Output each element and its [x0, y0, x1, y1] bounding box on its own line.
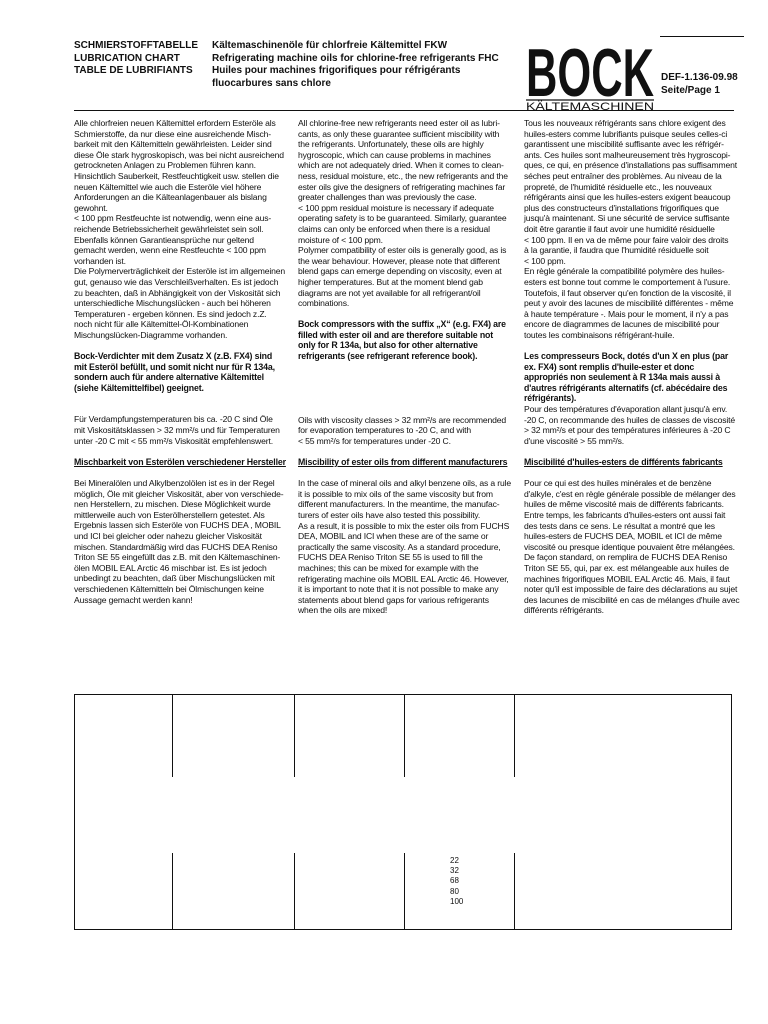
- column-german: [74, 118, 289, 605]
- subtitle-block: [212, 40, 512, 90]
- lubrication-table: [74, 694, 732, 930]
- fr-intro: Tous les nouveaux réfrigérants sans chlore exigent des huiles-esters comme lubrifiants puisque seules celles-ci garantissent une miscibilité suffisante avec les réfrigér- ants. Ces huiles sont malheureusement très hygroscopi- ques, ce qui, en présence d'installations pas suffisamment séches peut entraîner des problèmes. Au niveau de la propreté, de l'humidité résiduelle etc., les nouveaux réfrigérants ainsi que les huiles-esters exigent beaucoup plus des constructeurs d'installations frigorifiques que jusqu'à maintenant. Si une sécurité de service suffisante doit être garantie il faut avoir une humidité résiduelle < 100 ppm. Il en va de même pour faire valoir des droits à la garantie, il faudra que l'humidité résiduelle soit < 100 ppm. En règle générale la compatibilité polymère des huiles- esters est bonne tout comme le comportement à l'usure. Toutefois, il faut observer qu'en fonction de la viscosité, il peut y avoir des lacunes de miscibilité différentes - même à haute température -. Mais pour le moment, il n'y a pas encore de diagrammes de lacunes de miscibilité pour toutes les combinaisons réfrigérant-huile.: [524, 118, 738, 340]
- title-de: SCHMIERSTOFFTABELLE: [74, 40, 199, 51]
- de-viscosity-note: Für Verdampfungstemperaturen bis ca. -20 C sind Öle mit Viskositätsklassen > 32 mm²/s und für Temperaturen unter -20 C mit < 55 mm²/s Viskosität empfehlenswert.: [74, 414, 280, 446]
- logo-subline: KÄLTEMASCHINEN: [526, 101, 655, 112]
- viscosity-value: 68: [450, 876, 459, 886]
- title-fr: TABLE DE LUBRIFIANTS: [74, 65, 193, 76]
- header-top-line: [660, 36, 744, 37]
- en-viscosity-note: Oils with viscosity classes > 32 mm²/s are recommended for evaporation temperatures to -20 C, and with < 55 mm²/s for temperatures under -20 C.: [298, 414, 507, 446]
- subtitle-en: Refrigerating machine oils for chlorine-free refrigerants FHC: [212, 52, 499, 64]
- de-compressor-note: Bock-Verdichter mit dem Zusatz X (z.B. FX4) sind mit Esteröl befüllt, und somit nicht nur für R 134a, sondern auch für andere alternative Kältemittel (siehe Kältemittelfibel) geeignet.: [74, 351, 275, 393]
- table-divider-6: [294, 853, 295, 929]
- de-miscibility-heading: Mischbarkeit von Esterölen verschiedener Hersteller: [74, 456, 286, 467]
- fr-miscibility-heading: Miscibilité d'huiles-esters de différents fabricants: [524, 457, 723, 467]
- table-divider-1: [172, 695, 173, 777]
- viscosity-value: 32: [450, 866, 459, 876]
- viscosity-value: 22: [450, 856, 459, 865]
- fr-viscosity-note: Pour des températures d'évaporation allant jusqu'à env. -20 C, on recommande des huiles de classes de viscosité > 32 mm²/s et pour des températures inférieures à -20 C d'une viscosité > 55 mm²/s.: [524, 404, 736, 446]
- logo-wordmark: BOCK: [526, 36, 654, 111]
- viscosity-value: 80: [450, 886, 459, 896]
- en-miscibility-heading: Miscibility of ester oils from different manufacturers: [298, 457, 508, 468]
- en-compressor-note: Bock compressors with the suffix „X“ (e.g. FX4) are filled with ester oil and are therefore suitable not only for R 134a, but also for other alternative refrigerants (see refrigerant reference book).: [298, 319, 506, 362]
- document-info: [661, 71, 738, 97]
- subtitle-fr: Huiles pour machines frigorifiques pour réfrigérants: [212, 65, 461, 76]
- page-number: Seite/Page 1: [661, 85, 720, 96]
- subtitle-fr-cont: fluocarbures sans chlore: [212, 77, 331, 89]
- de-intro: Alle chlorfreien neuen Kältemittel erfordern Esteröle als Schmierstoffe, da nur diese eine ausreichende Misch- barkeit mit den Kältemitteln gewährleisten. Leider sind diese Öle stark hygroskopisch, was bei nicht ausreichend getrockneten Anlagen zu Problemen führen kann. Hinsichtlich Sauberkeit, Restfeuchtigkeit usw. stellen die neuen Kältemittel wie auch die Esteröle viel höhere Anforderungen an die Kälteanlagenbauer als bislang gewohnt. < 100 ppm Restfeuchte ist notwendig, wenn eine aus- reichende Betriebssicherheit gewährleistet sein soll. Ebenfalls können Garantieansprüche nur geltend gemacht werden, wenn eine Restfeuchte < 100 ppm vorhanden ist. Die Polymerverträglichkeit der Esteröle ist im allgemeinen gut, genauso wie das Verschleißverhalten. Es ist jedoch zu beachten, daß in Abhängigkeit von der Viskosität sich unterschiedliche Mischungslücken - auch bei höheren Temperaturen - ergeben können. Es sind jedoch z.Z. noch nicht für alle Kältemittel-Öl-Kombinationen Mischungslücken-Diagramme vorhanden.: [74, 118, 286, 340]
- en-miscibility-text: In the case of mineral oils and alkyl benzene oils, as a rule it is possible to mix oils of the same viscosity but from different manufacturers. In the meantime, the manufac- turers of ester oils have also tested this possibility. As a result, it is possible to mix the ester oils from FUCHS DEA, MOBIL and ICI when these are of the same or practically the same viscosity. As a standard procedure, FUCHS DEA Reniso Triton SE 55 is used to fill the machines; this can be mixed for example with the refrigerating machine oils MOBIL EAL Arctic 46. However, it is important to note that it is not possible to make any statements about blend gaps for various refrigerants when the oils are mixed!: [298, 478, 511, 616]
- de-miscibility-text: Bei Mineralölen und Alkylbenzolölen ist es in der Regel möglich, Öle mit gleicher Viskosität, aber von verschiede- nen Herstellern, zu mischen. Diese Möglichkeit wurde mittlerweile auch von Esterölherstellern getestet. Als Ergebnis lassen sich Esteröle von FUCHS DEA , MOBIL und ICI bei gleicher oder nahezu gleicher Viskosität mischen. Standardmäßig wird das FUCHS DEA Reniso Triton SE 55 eingefüllt das z.B. mit den Kältemaschinen- ölen MOBIL EAL Arctic 46 mischbar ist. Es ist jedoch unbedingt zu beachten, daß über Mischungslücken mit verschiedenen Kältemitteln bei Ölmischungen keine Aussage gemacht werden kann!: [74, 478, 284, 605]
- column-english: [298, 118, 513, 616]
- subtitle-de: Kältemaschinenöle für chlorfreie Kältemittel FKW: [212, 40, 448, 51]
- viscosity-value: 100: [450, 896, 464, 906]
- table-divider-3: [404, 695, 405, 777]
- table-divider-4: [514, 695, 515, 777]
- viscosity-class-list: [450, 856, 463, 907]
- chart-title-block: [74, 40, 214, 78]
- fr-miscibility-text: Pour ce qui est des huiles minérales et de benzène d'alkyle, c'est en règle générale possible de mélanger des huiles de même viscosité mais de différents fabricants. Entre temps, les fabricants d'huiles-esters ont aussi fait des tests dans ce sens. Le résultat a montré que les huiles-esters de FUCHS DEA, MOBIL et ICI de même viscosité ou presque identique pouvaient être mélangées. De façon standard, on remplira de FUCHS DEA Reniso Triton SE 55, qui, par ex. est mélangeable aux huiles de machines frigorifiques MOBIL EAL Arctic 46. Mais, il faut noter qu'il est impossible de faire des déclarations au sujet des lacunes de miscibilité en cas de mélanges d'huile avec différents réfrigérants.: [524, 478, 740, 616]
- title-en: LUBRICATION CHART: [74, 52, 180, 64]
- table-divider-2: [294, 695, 295, 777]
- header-divider: [74, 110, 734, 111]
- column-french: [524, 118, 740, 616]
- table-divider-7: [404, 853, 405, 929]
- table-divider-5: [172, 853, 173, 929]
- document-number: DEF-1.136-09.98: [661, 72, 738, 83]
- table-divider-8: [514, 853, 515, 929]
- en-intro: All chlorine-free new refrigerants need ester oil as lubri- cants, as only these guarantee sufficient miscibility with the refrigerants. Unfortunately, these oils are highly hygroscopic, which can cause problems in machines which are not adequately dried. When it comes to clean- ness, residual moisture, etc., the new refrigerants and the ester oils give the designers of refrigerating machines far greater challenges than was previously the case. < 100 ppm residual moisture is necessary if adequate operating safety is to be guaranteed. Similarly, guarantee claims can only be enforced when there is a residual moisture of < 100 ppm. Polymer compatibility of ester oils is generally good, as is the wear behaviour. However, please note that different blend gaps can emerge depending on viscosity, even at higher temperatures. But at the moment blend gab diagrams are not yet available for all refrigerant/oil combinations.: [298, 118, 508, 309]
- bock-logo: [524, 36, 656, 112]
- fr-compressor-note: Les compresseurs Bock, dotés d'un X en plus (par ex. FX4) sont remplis d'huile-ester et donc appropriés non seulement à R 134a mais aussi à d'autres réfrigérants alternatifs (cf. abécédaire des réfrigérants).: [524, 351, 729, 404]
